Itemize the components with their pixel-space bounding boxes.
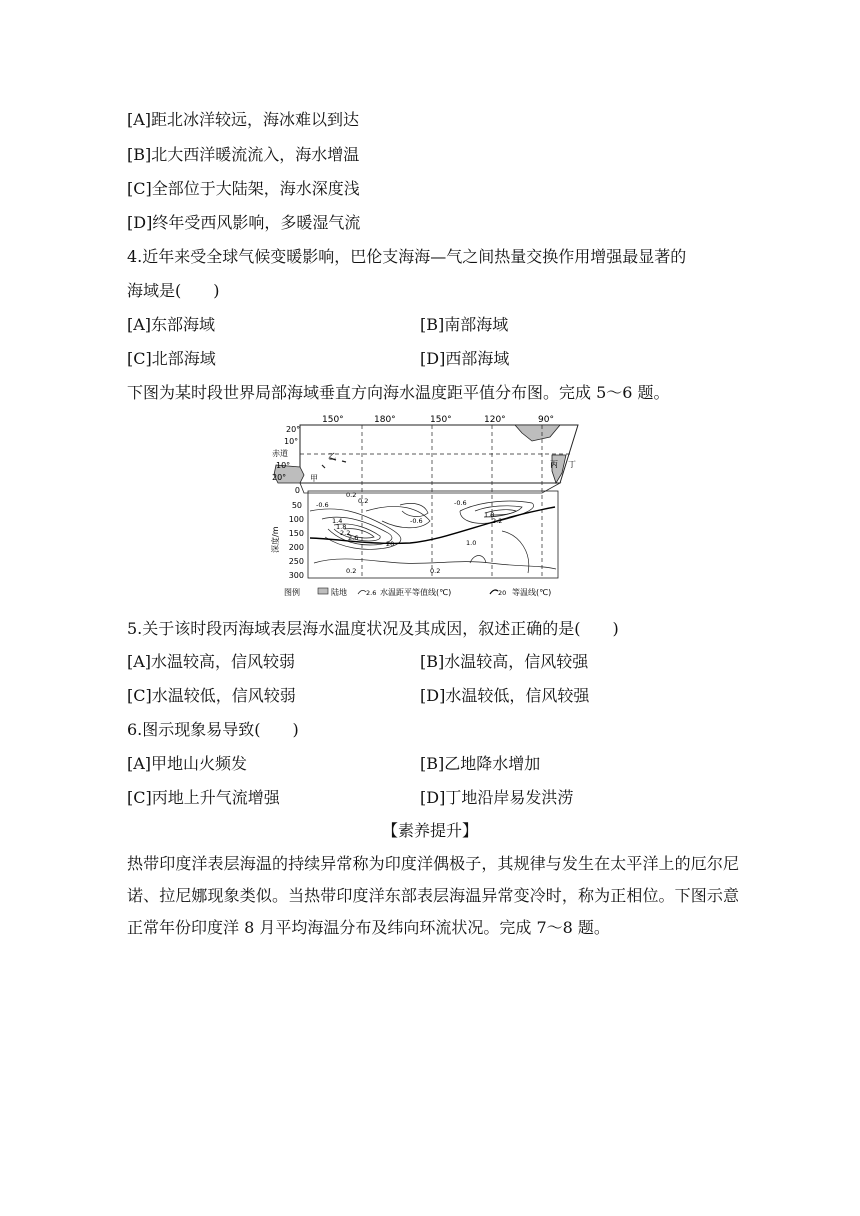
legend-anomaly-sample: 2.6: [366, 589, 377, 597]
q6-option-a: [A]甲地山火频发: [127, 754, 248, 773]
place-ding: 丁: [568, 460, 576, 469]
intro-q7-q8: 热带印度洋表层海温的持续异常称为印度洋偶极子，其规律与发生在太平洋上的厄尔尼诺、拉尼娜现象类似。当热带印度洋东部表层海温异常变冷时，称为正相位。下图示意正常年份印度洋 8 月平均海温分布及纬向环流状况。完成 7～8 题。: [127, 854, 739, 937]
ocean-temperature-anomaly-figure: [270, 413, 590, 603]
lat-label-2: 10°: [284, 437, 299, 446]
section-title: 【素养提升】: [381, 821, 478, 840]
lon-label-2: 180°: [374, 415, 396, 425]
q4-stem-line1: 4.近年来受全球气候变暖影响，巴伦支海海—气之间热量交换作用增强最显著的: [127, 247, 687, 266]
depth-tick-150: 150: [288, 529, 304, 538]
legend-land-swatch: [318, 588, 328, 594]
q5-option-b: [B]水温较高，信风较强: [420, 652, 589, 671]
lon-label-4: 120°: [484, 415, 506, 425]
legend-title: 图例: [284, 588, 300, 597]
q3-option-a: [A]距北冰洋较远，海冰难以到达: [127, 110, 360, 129]
contour-label-3: 0.2: [346, 491, 357, 499]
lon-label-5: 90°: [538, 415, 554, 425]
lat-label-5: 20°: [272, 473, 287, 482]
contour-label-12: 2.2: [492, 517, 503, 525]
q3-option-b: [B]北大西洋暖流流入，海水增温: [127, 145, 360, 164]
q5-option-c: [C]水温较低，信风较弱: [127, 686, 296, 705]
contour-label-2: 0.2: [358, 497, 369, 505]
q5-option-d: [D]水温较低，信风较强: [420, 686, 590, 705]
isotherm-20: [310, 507, 555, 543]
place-bing: 丙: [550, 460, 558, 469]
contour-label-6: 1.8: [336, 523, 347, 531]
q6-stem: 6.图示现象易导致( ): [127, 720, 299, 739]
land-america-north: [515, 425, 560, 441]
contour-label-4: -0.6: [410, 517, 423, 525]
q5-option-a: [A]水温较高，信风较弱: [127, 652, 296, 671]
q3-option-d: [D]终年受西风影响，多暖湿气流: [127, 213, 361, 232]
contour-label-11: 1.8: [484, 511, 495, 519]
section-top: [300, 483, 560, 493]
q4-option-a: [A]东部海域: [127, 315, 216, 334]
contour-label-14: 1.0: [466, 539, 477, 547]
place-jia: 甲: [310, 474, 318, 483]
depth-tick-300: 300: [288, 571, 304, 580]
q4-stem-line2: 海域是( ): [127, 281, 220, 300]
legend-land: 陆地: [331, 588, 347, 597]
legend-iso-sample: 20: [498, 589, 507, 597]
q3-option-c: [C]全部位于大陆架，海水深度浅: [127, 179, 360, 198]
depth-tick-50: 50: [291, 501, 302, 510]
legend-anomaly: 水温距平等值线(℃): [380, 588, 452, 597]
lon-label-1: 150°: [322, 415, 344, 425]
contour-lines: [310, 501, 556, 573]
depth-tick-0: 0: [294, 486, 300, 495]
lat-label-4: 10°: [276, 461, 291, 470]
contour-label-10: -0.6: [454, 499, 467, 507]
q4-option-c: [C]北部海域: [127, 349, 216, 368]
contour-label-7: 2.2: [340, 529, 351, 537]
contour-label-15: 0.2: [430, 567, 441, 575]
contour-label-8: 2.6: [348, 534, 359, 542]
intro-q5-q6: 下图为某时段世界局部海域垂直方向海水温度距平值分布图。完成 5～6 题。: [127, 383, 670, 402]
depth-tick-250: 250: [288, 557, 304, 566]
q5-stem: 5.关于该时段丙海域表层海水温度状况及其成因，叙述正确的是( ): [127, 619, 619, 638]
depth-tick-100: 100: [288, 515, 304, 524]
contour-label-9: 20: [386, 540, 395, 548]
lat-label-1: 20°: [286, 425, 301, 434]
lon-label-3: 150°: [430, 415, 452, 425]
lat-label-equator: 赤道: [272, 449, 288, 458]
place-yi: 乙: [328, 452, 336, 461]
depth-tick-200: 200: [288, 543, 304, 552]
contour-label-1: -0.6: [316, 501, 329, 509]
depth-axis-title: 深度/m: [271, 526, 280, 553]
contour-label-5: 1.4: [332, 517, 343, 525]
q6-option-b: [B]乙地降水增加: [420, 754, 541, 773]
q4-option-b: [B]南部海域: [420, 315, 509, 334]
legend-iso: 等温线(℃): [512, 588, 552, 597]
contour-label-13: 0.2: [346, 567, 357, 575]
q6-option-d: [D]丁地沿岸易发洪涝: [420, 788, 574, 807]
q6-option-c: [C]丙地上升气流增强: [127, 788, 280, 807]
q4-option-d: [D]西部海域: [420, 349, 510, 368]
